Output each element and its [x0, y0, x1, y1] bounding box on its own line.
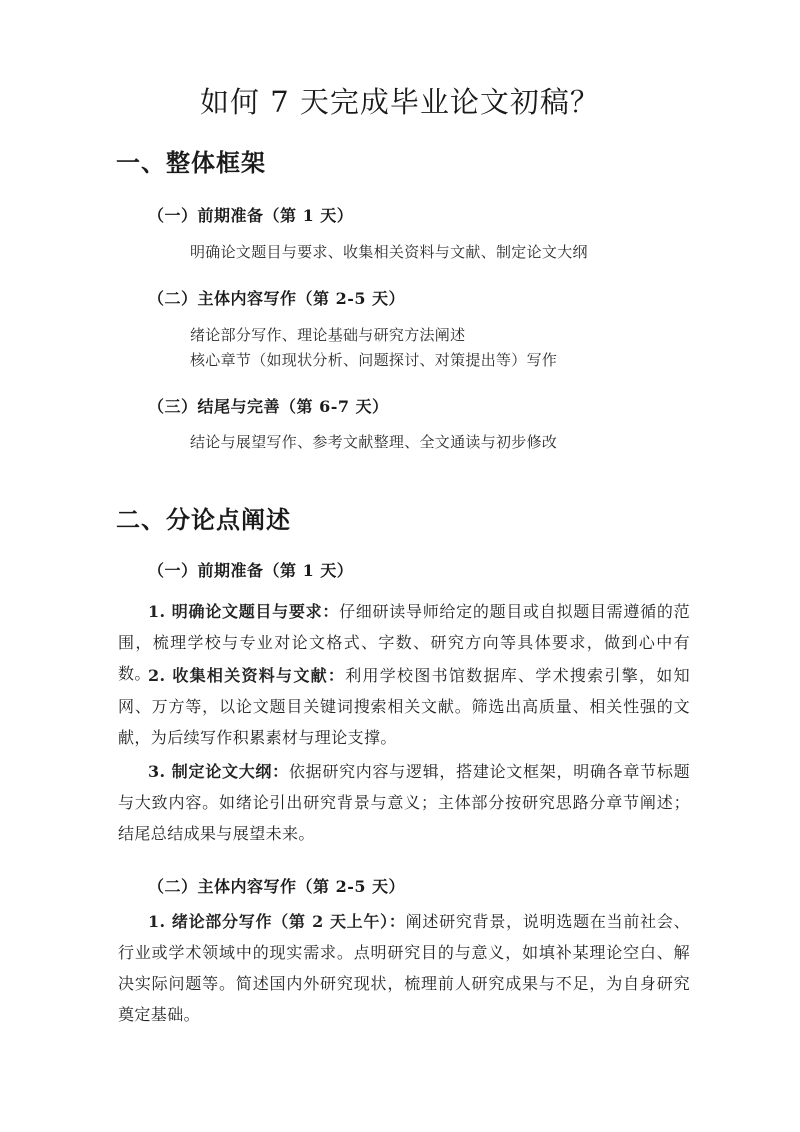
section-heading-framework: 一、整体框架	[116, 148, 266, 177]
paragraph-item	[118, 660, 690, 753]
framework-part3-heading: （三）结尾与完善（第 6-7 天）	[148, 397, 389, 416]
item-lead: 3. 制定论文大纲：	[148, 762, 289, 781]
arguments-part1-heading: （一）前期准备（第 1 天）	[148, 561, 354, 580]
item-text: 仔细研读导师给定的题目或自拟题目需遵循的范围，梳理学校与专业对论文格式、字数、研究方向等具体要求，做到心中有数。	[118, 602, 690, 683]
framework-part2-heading: （二）主体内容写作（第 2-5 天）	[148, 289, 406, 308]
framework-part2-line: 绪论部分写作、理论基础与研究方法阐述	[190, 326, 466, 344]
item-lead: 1. 绪论部分写作（第 2 天上午）：	[148, 912, 406, 931]
framework-part1-heading: （一）前期准备（第 1 天）	[148, 206, 354, 225]
document-title: 如何 7 天完成毕业论文初稿？	[200, 85, 600, 119]
paragraph-item	[118, 906, 690, 1030]
item-lead: 1. 明确论文题目与要求：	[148, 602, 340, 621]
section-heading-arguments: 二、分论点阐述	[116, 505, 291, 534]
arguments-part2-heading: （二）主体内容写作（第 2-5 天）	[148, 877, 406, 896]
paragraph-item	[118, 756, 690, 849]
item-lead: 2. 收集相关资料与文献：	[148, 666, 346, 685]
framework-part2-line: 核心章节（如现状分析、问题探讨、对策提出等）写作	[190, 351, 558, 369]
item-text: 利用学校图书馆数据库、学术搜索引擎，如知网、万方等，以论文题目关键词搜索相关文献。筛选出高质量、相关性强的文献，为后续写作积累素材与理论支撑。	[118, 666, 690, 747]
framework-part1-line: 明确论文题目与要求、收集相关资料与文献、制定论文大纲	[190, 243, 588, 261]
framework-part3-line: 结论与展望写作、参考文献整理、全文通读与初步修改	[190, 433, 558, 451]
item-text: 依据研究内容与逻辑，搭建论文框架，明确各章节标题与大致内容。如绪论引出研究背景与意义；主体部分按研究思路分章节阐述；结尾总结成果与展望未来。	[118, 762, 690, 843]
item-text: 阐述研究背景，说明选题在当前社会、行业或学术领域中的现实需求。点明研究目的与意义，如填补某理论空白、解决实际问题等。简述国内外研究现状，梳理前人研究成果与不足，为自身研究奠定基础。	[118, 912, 690, 1024]
